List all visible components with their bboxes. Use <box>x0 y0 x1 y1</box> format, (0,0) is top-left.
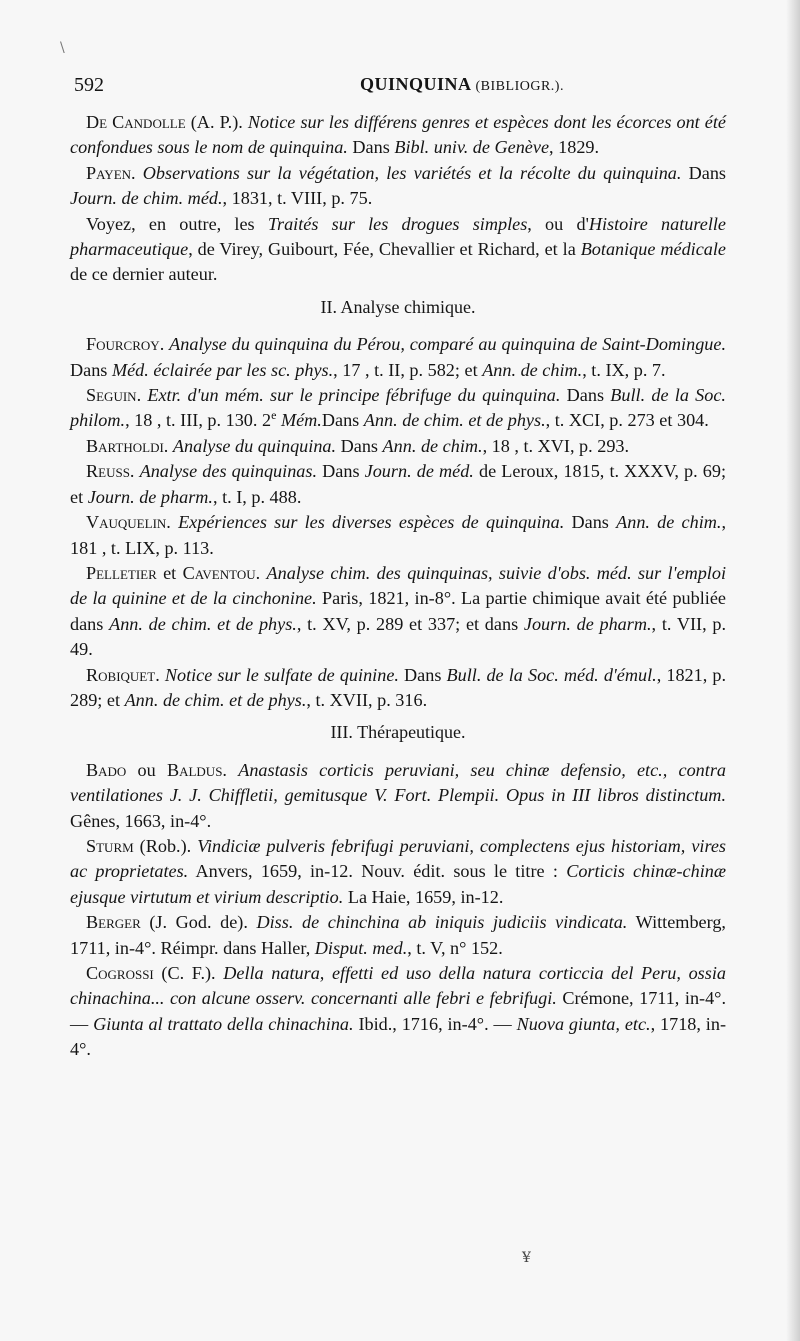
bibliography-body <box>70 110 726 1063</box>
entry-author: Seguin <box>86 385 137 406</box>
section-heading-therapeutique: III. Thérapeutique. <box>330 722 466 743</box>
entry-title: Expériences sur les diverses espèces de quinquina. <box>178 512 565 533</box>
bibliography-entry <box>70 510 726 561</box>
entry-text: Ibid., 1716, in-4°. — <box>353 1013 517 1034</box>
bibliography-entry <box>70 910 726 961</box>
page-edge-shadow <box>786 0 800 1341</box>
running-head-title: QUINQUINA <box>360 74 471 94</box>
running-head-subtitle: (BIBLIOGR.). <box>475 79 564 94</box>
entry-text: , ou d' <box>527 213 589 234</box>
entry-text: , 1831, t. VIII, p. 75. <box>222 188 373 209</box>
entry-text: , t. XCI, p. 273 et 304. <box>545 410 709 431</box>
entry-text: , 1718, in-4°. <box>70 1013 727 1060</box>
entry-title: Bull. de la Soc. philom. <box>70 385 726 431</box>
entry-text: Dans <box>317 461 365 482</box>
entry-author: Pelletier <box>86 562 157 583</box>
entry-text: Dans <box>70 359 112 380</box>
entry-title: Notice sur les différens genres et espèces dont les écorces ont été confondues sous le nom de quinquina. <box>70 112 726 158</box>
entry-title: Bibl. univ. de Genève <box>394 137 550 158</box>
entry-text: Dans <box>560 385 611 406</box>
entry-author: Robiquet <box>86 664 156 685</box>
entry-title: Observations sur la végétation, les variétés et la récolte du quinquina. <box>142 162 682 183</box>
entry-text: . <box>129 461 140 482</box>
entry-text: , t. XVII, p. 316. <box>306 689 428 710</box>
entry-text: (A. P.). <box>185 112 248 132</box>
entry-title: Analyse des quinquinas. <box>139 461 318 482</box>
entries-therapeutique <box>70 758 726 1063</box>
entry-author: De Candolle <box>86 112 186 132</box>
entry-title: Botanique médicale <box>580 239 727 260</box>
entry-title: Ann. de chim. <box>616 512 722 533</box>
bibliography-entry <box>70 834 726 910</box>
entry-text: . <box>136 385 148 406</box>
page-number: 592 <box>74 74 104 96</box>
bibliography-entry <box>70 663 726 714</box>
bibliography-entry <box>70 459 726 510</box>
top-speck: \ <box>60 40 65 56</box>
bibliography-entry <box>70 332 726 383</box>
entry-title: Histoire naturelle pharmaceutique <box>70 213 726 260</box>
entry-superscript: e <box>271 408 277 423</box>
entry-title: Journ. de pharm. <box>523 613 652 634</box>
entry-title: Mém. <box>280 410 322 431</box>
entry-text: Crémone, 1711, in-4°. — <box>70 988 727 1034</box>
entry-author: Berger <box>86 912 141 933</box>
entry-text: Paris, 1821, in-8°. La partie chimique avait été publiée dans <box>70 588 726 634</box>
entry-author: Sturm <box>86 835 134 856</box>
running-head <box>360 74 564 95</box>
entry-text: , t. VII, p. 49. <box>70 613 726 660</box>
entry-title: Ann. de chim. <box>482 359 583 380</box>
entry-title: Disput. med. <box>314 937 408 958</box>
entry-text: , t. XV, p. 289 et 337; et dans <box>296 613 524 634</box>
entry-title: Vindiciæ pulveris febrifugi peruviani, complectens ejus historiam, vires ac proprietates. <box>70 835 726 882</box>
entry-text: Dans <box>321 410 364 431</box>
entry-text: , 17 , t. II, p. 582; et <box>333 359 483 380</box>
entry-author: Payen <box>86 162 132 183</box>
entry-title: Journ. de pharm. <box>87 486 213 507</box>
running-header <box>74 74 726 104</box>
entry-title: Corticis chinæ-chinæ ejusque virtutum et virium descriptio. <box>70 861 727 907</box>
entry-text: ou <box>126 759 167 780</box>
entry-text: Anvers, 1659, in-12. Nouv. édit. sous le titre : <box>188 861 567 882</box>
entry-text: , 1829. <box>549 137 600 158</box>
bibliography-entry <box>70 961 726 1063</box>
bibliography-entry <box>70 758 726 834</box>
entry-text: . <box>163 435 173 456</box>
entry-text: , 181 , t. LIX, p. 113. <box>70 512 726 558</box>
entry-title: Analyse du quinquina du Pérou, comparé au quinquina de Saint-Domingue. <box>169 334 726 355</box>
entry-text: , de Virey, Guibourt, Fée, Chevallier et Richard, et la <box>188 239 581 260</box>
entry-text: . <box>222 759 239 780</box>
bibliography-entry <box>70 212 726 288</box>
entry-title: Giunta al trattato della chinachina. <box>93 1013 354 1034</box>
entry-text: , t. IX, p. 7. <box>582 359 666 380</box>
entry-title: Nuova giunta, etc. <box>516 1013 651 1034</box>
bottom-speck: ¥ <box>522 1250 531 1266</box>
entry-text: Dans <box>681 162 727 183</box>
entry-text: Dans <box>347 137 395 158</box>
entry-title: Notice sur le sulfate de quinine. <box>164 664 399 685</box>
entry-text: Dans <box>336 435 383 456</box>
entry-title: Ann. de chim. et de phys. <box>109 613 297 634</box>
entry-title: Analyse chim. des quinquinas, suivie d'obs. méd. sur l'emploi de la quinine et de la cinchonine. <box>70 562 726 609</box>
entry-text: Gênes, 1663, in-4°. <box>70 810 212 831</box>
entry-author: Vauquelin <box>86 512 167 533</box>
entry-text: de ce dernier auteur. <box>70 264 218 285</box>
entry-text: . <box>166 512 179 533</box>
entry-title: Analyse du quinquina. <box>172 435 337 456</box>
entry-text: . <box>155 664 165 685</box>
entry-text: Dans <box>564 512 617 533</box>
entry-text: , t. I, p. 488. <box>212 486 302 507</box>
entry-text: , t. V, n° 152. <box>407 937 503 958</box>
entry-text: . <box>255 562 267 583</box>
entry-text: de Leroux, 1815, t. XXXV, p. 69; et <box>70 461 727 507</box>
entry-text: Wittemberg, 1711, in-4°. Réimpr. dans Haller, <box>70 912 726 958</box>
entry-title: Anastasis corticis peruviani, seu chinæ defensio, etc., contra ventilationes J. J. Chiffletii, gemitusque V. Fort. Plempii. Opus in III libros distinctum. <box>70 759 726 806</box>
entry-text: . <box>159 334 170 355</box>
entry-title: Extr. d'un mém. sur le principe fébrifuge du quinquina. <box>147 385 561 406</box>
bibliography-entry <box>70 561 726 663</box>
entry-author: Cogrossi <box>86 963 154 983</box>
entry-text: Dans <box>398 664 447 685</box>
entry-author: Caventou <box>182 562 256 583</box>
entry-title: Méd. éclairée par les sc. phys. <box>111 359 334 380</box>
entry-title: Della natura, effetti ed uso della natura corticcia del Peru, ossia chinachina... con alcune osserv. concernanti alle febri e febrifugi. <box>70 963 726 1009</box>
entry-text: , 1821, p. 289; et <box>70 664 727 710</box>
entries-analyse <box>70 332 726 713</box>
section-heading-analyse: II. Analyse chimique. <box>320 296 476 317</box>
entry-author: Baldus <box>166 759 223 780</box>
entry-text: La Haie, 1659, in-12. <box>343 886 504 907</box>
entry-text: . <box>131 162 143 183</box>
entry-title: Ann. de chim. <box>382 435 483 456</box>
bibliography-entry <box>70 383 726 434</box>
entry-text: , 18 , t. XVI, p. 293. <box>482 435 630 456</box>
entry-text: , 18 , t. III, p. 130. 2 <box>125 410 272 431</box>
entry-author: Reuss <box>86 461 130 482</box>
entry-author: Fourcroy <box>86 334 160 355</box>
bibliography-entry <box>70 161 726 212</box>
entry-title: Journ. de méd. <box>364 461 474 482</box>
entry-title: Ann. de chim. et de phys. <box>363 410 546 431</box>
entry-author: Bartholdi <box>86 435 164 456</box>
entry-author: Bado <box>86 759 127 780</box>
bibliography-entry <box>70 434 726 459</box>
entries-general <box>70 110 726 288</box>
entry-text: et <box>156 562 183 583</box>
bibliography-entry <box>70 110 726 161</box>
entry-title: Traités sur les drogues simples <box>267 213 528 234</box>
entry-title: Diss. de chinchina ab iniquis judiciis vindicata. <box>256 912 628 933</box>
entry-title: Bull. de la Soc. méd. d'émul. <box>446 664 657 685</box>
entry-text: (Rob.). <box>133 835 198 856</box>
entry-text: (C. F.). <box>153 963 224 983</box>
entry-text: Voyez, en outre, les <box>86 213 268 234</box>
entry-title: Ann. de chim. et de phys. <box>124 689 307 710</box>
entry-title: Journ. de chim. méd. <box>70 188 223 209</box>
entry-text: (J. God. de). <box>140 912 257 933</box>
